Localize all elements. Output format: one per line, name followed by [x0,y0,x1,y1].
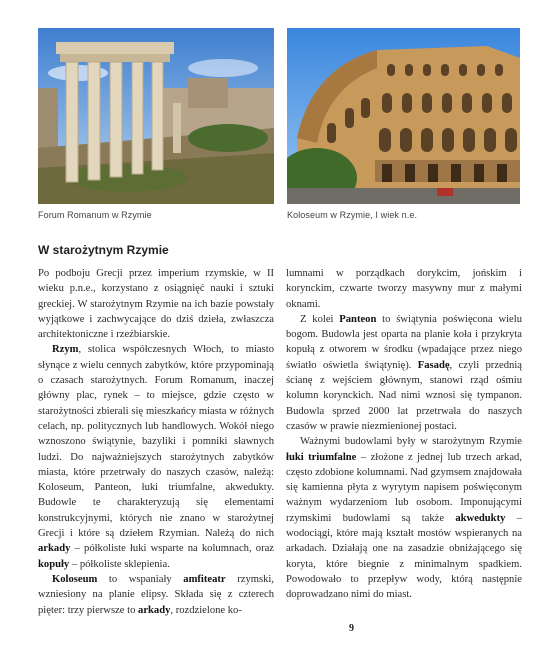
forum-romanum-photo [38,28,274,204]
key-term: Rzym [52,344,79,356]
key-term: arkady [38,543,71,555]
key-term: łuki triumfalne [286,451,357,463]
photo-caption-forum: Forum Romanum w Rzymie [38,210,152,220]
key-term: Fasadę [417,359,450,371]
key-term: amfiteatr [183,573,226,585]
paragraph: lumnami w porządkach dorykcim, jońskim i korynckim, czwarte tworzy masywny mur z małymi oknami. [286,268,522,310]
text-column-right [286,266,522,603]
paragraph: Koloseum to wspaniały amfiteatr rzymski, wzniesiony na planie elipsy. Składa się z czterech pięter: trzy pierwsze to arkady, rozdzielone ko- [38,573,275,616]
key-term: akwedukty [455,512,506,524]
key-term: Panteon [339,313,377,325]
page-number: 9 [349,623,354,634]
paragraph: Z kolei Panteon to świątynia poświęcona wielu bogom. Budowla jest oparta na planie koła i przykryta kopułą z otworem w środku (wpadające przez niego światło oświetla świątynię). Fasadę, czyli przednią ścianę z wejściem głównym, stanowi rząd ośmiu kolumn korynckich. Nad nimi wznosi się tympanon. Budowla sprzed 2000 lat przetrwała do naszych czasów w prawie niezmienionej postaci. [286,313,522,432]
paragraph: Rzym, stolica współczesnych Włoch, to miasto słynące z wielu cennych zabytków, które przypominają o czasach starożytnych. Forum Romanum, inaczej główny plac, rynek – to miejsce, gdzie często w starożytności zbierali się mieszkańcy miasta w różnych celach, np. politycznych lub handlowych. Wokół niego wznoszono świątynie, bazyliki i pomniki sławnych ludzi. Do najważniejszych starożytnych zabytków miasta, które przetrwały do naszych czasów, należą: Koloseum, Panteon, łuki triumfalne, akwedukty. Budowle te charakteryzują się elementami konstrukcyjnymi, których nie znano w starożytnej Grecji i które są dziełem Rzymian. Należą do nich arkady – półkoliste łuki wsparte na kolumnach, oraz kopuły – półkoliste sklepienia. [38,344,274,570]
key-term: Koloseum [52,573,98,585]
key-term: kopuły [38,558,70,570]
colosseum-photo [287,28,520,204]
key-term: arkady [138,604,171,616]
paragraph: Ważnymi budowlami były w starożytnym Rzymie łuki triumfalne – złożone z jednej lub trzech arkad, często zdobione kolumnami. Nad gzymsem znajdowała się kamienna płyta z wyrytym napisem poświęconym ważnym wydarzeniom lub osobom. Imponującymi rzymskimi budowlami są także akwedukty – wodociągi, które mają kształt mostów wspieranych na arkadach. Działają one na zasadzie obniżającego się koryta, które biegnie z minimalnym spadkiem. Powodowało to przepływ wody, którą następnie doprowadzano nimi do miast. [286,436,523,601]
photo-caption-colosseum: Koloseum w Rzymie, I wiek n.e. [287,210,418,220]
paragraph: Po podboju Grecji przez imperium rzymskie, w II wieku p.n.e., korzystano z osiągnięć nauki i sztuki greckiej. W starożytnym Rzymie na ich bazie powstały wyjątkowe i zachwycające do dziś dzieła, zwłaszcza architektoniczne i rzeźbiarskie. [38,268,274,341]
section-heading: W starożytnym Rzymie [38,243,169,257]
text-column-left [38,266,274,618]
